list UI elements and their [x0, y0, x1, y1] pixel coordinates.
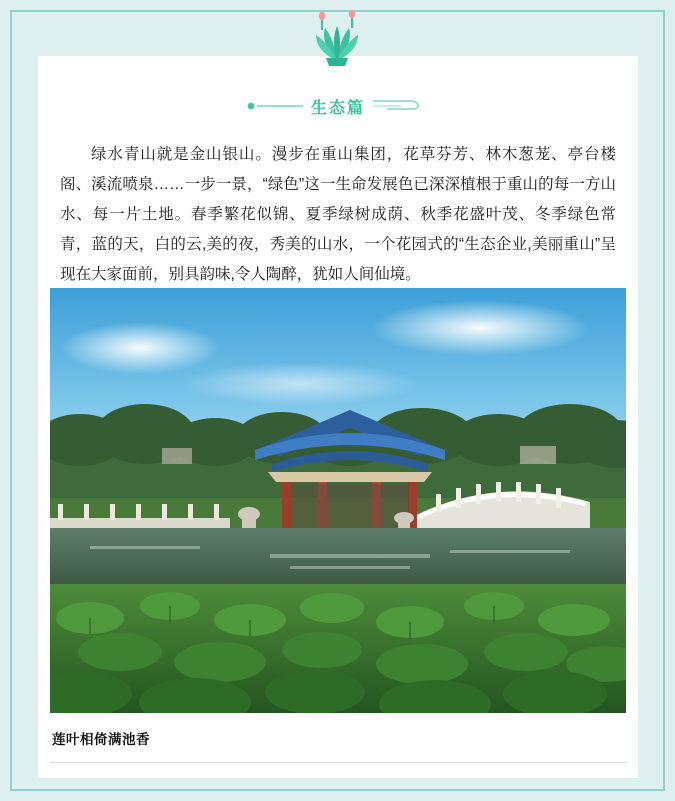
- heading-right-flourish-icon: [371, 97, 429, 115]
- section-heading: [38, 86, 638, 126]
- content-card: [38, 56, 638, 778]
- potted-plant-icon: [300, 4, 374, 66]
- photo-caption: 莲叶相倚满池香: [52, 732, 150, 747]
- article-photo: [50, 288, 626, 713]
- article-paragraph: 绿水青山就是金山银山。漫步在重山集团，花草芬芳、林木葱茏、亭台楼阁、溪流喷泉……一步一景，“绿色”这一生命发展色已深深植根于重山的每一方山水、每一片土地。春季繁花似锦、夏季绿树成荫、秋季花盛叶茂、冬季绿色常青，蓝的天，白的云,美的夜，秀美的山水，一个花园式的“生态企业,美丽重山”呈现在大家面前，别具韵味,令人陶醉，犹如人间仙境。: [60, 146, 616, 283]
- heading-left-flourish-icon: [247, 99, 305, 113]
- divider: [50, 762, 626, 763]
- section-title: 生态篇: [310, 99, 365, 117]
